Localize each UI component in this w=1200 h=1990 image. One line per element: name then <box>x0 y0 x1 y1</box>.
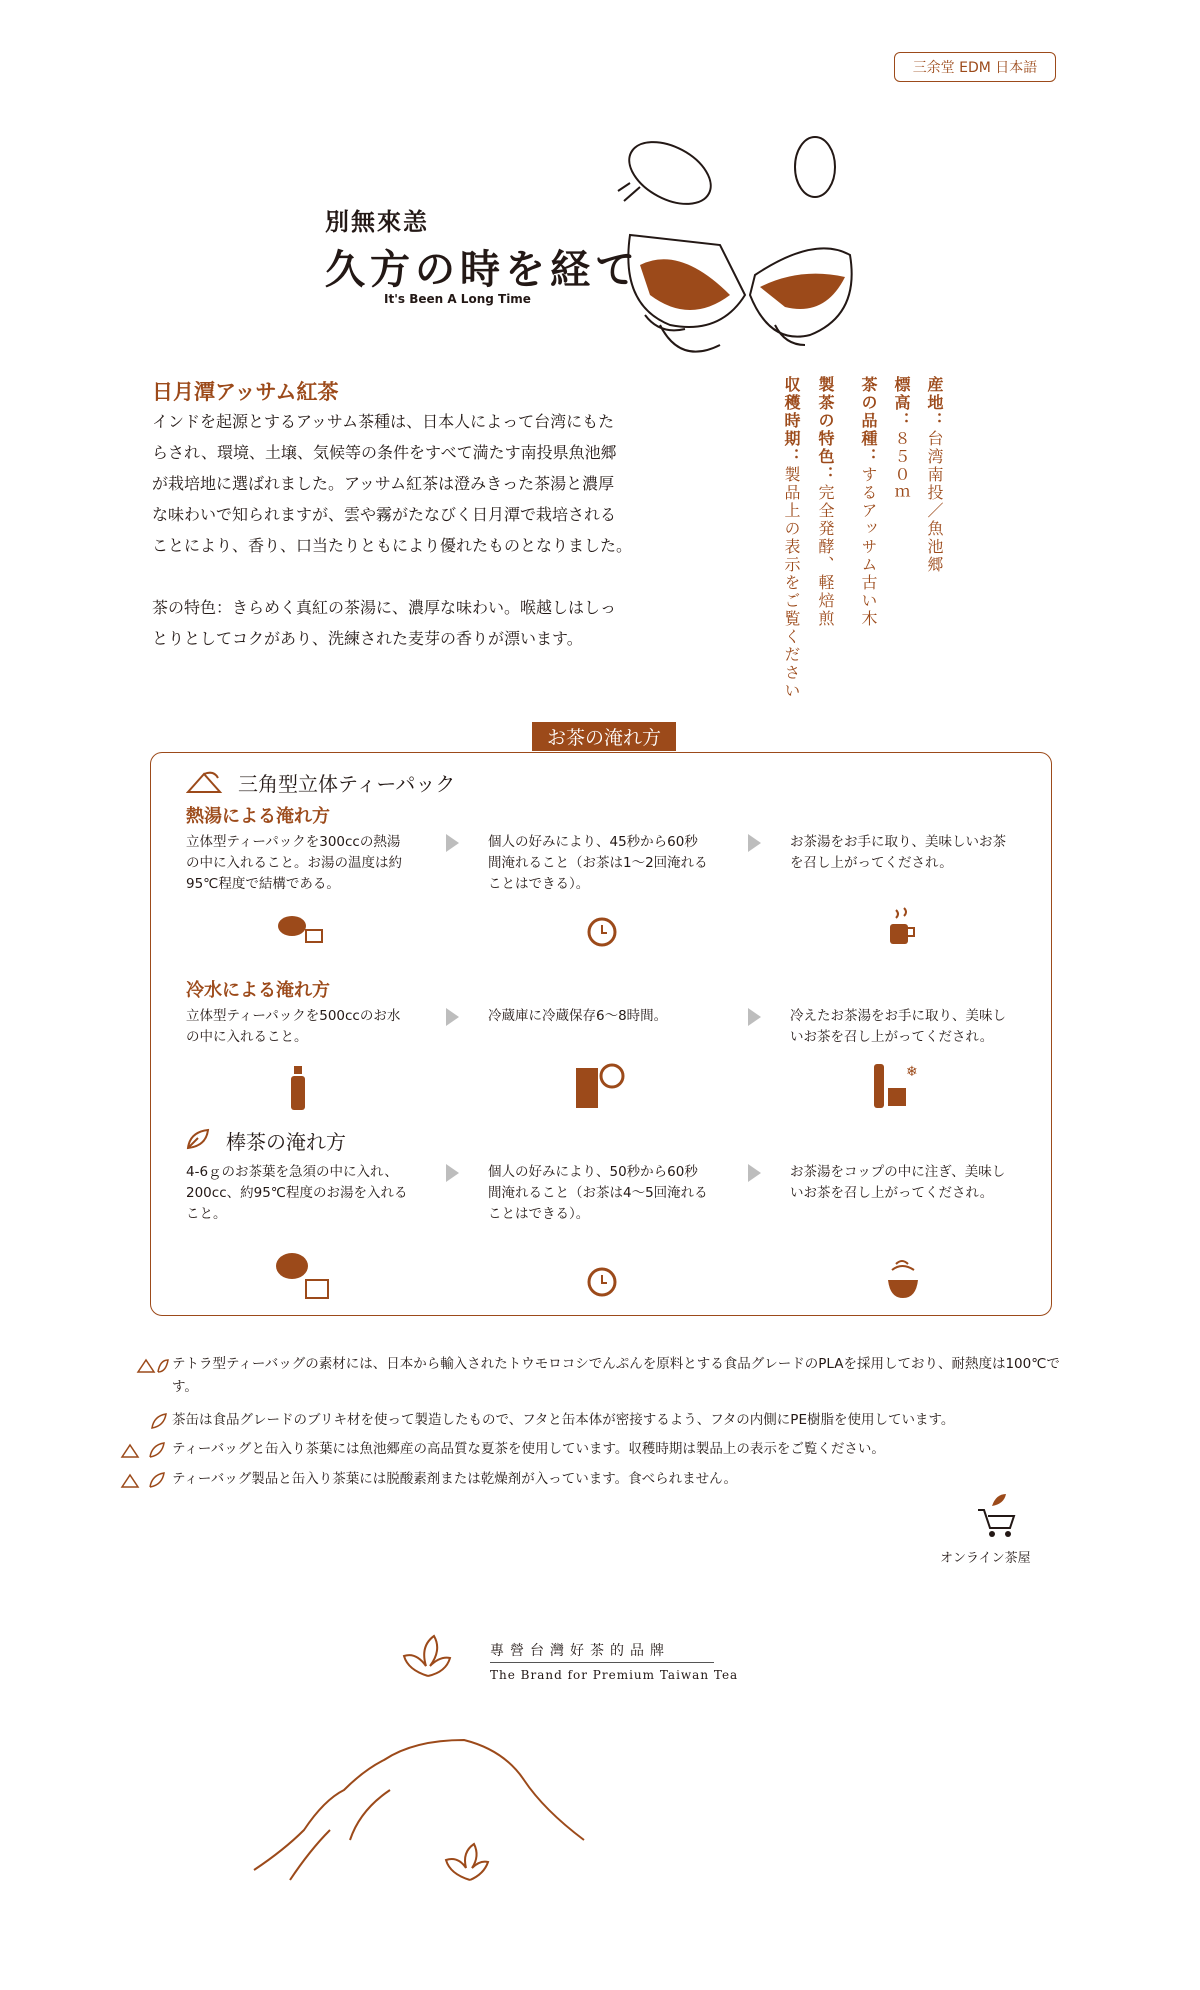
spec-altitude <box>893 376 909 502</box>
intro-line: ことにより、香り、口当たりともにより優れたものとなりました。 <box>152 536 633 555</box>
intro-line: インドを起源とするアッサム茶種は、日本人によって台湾にもた <box>152 412 615 431</box>
spec-harvest <box>783 376 799 700</box>
cart-icon[interactable] <box>976 1492 1018 1538</box>
note-4: ティーバッグ製品と缶入り茶葉には脱酸素剤または乾燥剤が入っています。食べられません。 <box>172 1471 737 1487</box>
leaf-icon <box>150 1412 168 1430</box>
arrow-icon <box>446 834 459 852</box>
arrow-icon <box>748 1008 761 1026</box>
note-1: テトラ型ティーバッグの素材には、日本から輸入されたトウモロコシでんぷんを原料とする食品グレードのPLAを採用しており、耐熱度は100℃です。 <box>172 1356 1060 1395</box>
spec-origin <box>926 376 942 574</box>
loose-step-3: お茶湯をコップの中に注ぎ、美味しいお茶を召し上がってくだされ。 <box>790 1164 1006 1201</box>
intro-line: な味わいで知られますが、雲や霧がたなびく日月潭で栽培される <box>152 505 617 524</box>
intro-line: が栽培地に選ばれました。アッサム紅茶は澄みきった茶湯と濃厚 <box>152 474 615 493</box>
spec-value: 台湾南投／魚池郷 <box>925 430 944 574</box>
svg-text:❄: ❄ <box>906 1064 918 1080</box>
product-intro <box>152 406 672 654</box>
timer-icon <box>586 916 618 948</box>
hot-step-2: 個人の好みにより、45秒から60秒間淹れること（お茶は1〜2回淹れることはできる）。 <box>488 834 708 892</box>
title-chinese: 別無來恙 <box>325 208 429 236</box>
teabag-leaf-icon <box>120 1471 168 1489</box>
spec-variety <box>860 376 876 628</box>
teapot-cup-icon <box>276 906 326 948</box>
divider <box>490 1662 714 1663</box>
leaf-icon <box>186 1128 210 1150</box>
spec-value: するアッサム古い木 <box>859 466 878 628</box>
spec-label: 製茶の特色： <box>816 376 835 484</box>
tea-bowl-icon <box>886 1254 920 1300</box>
timer-icon <box>586 1266 618 1298</box>
kettle-pour-icon <box>272 1244 334 1300</box>
spec-label: 標高： <box>892 376 911 430</box>
hot-step-1: 立体型ティーパックを300ccの熱湯の中に入れること。お湯の温度は約95℃程度で結構である。 <box>186 834 402 892</box>
bottle-icon <box>290 1066 306 1110</box>
spec-value: 完全発酵、軽焙煎 <box>816 484 835 628</box>
intro-line: らされ、環境、土壌、気候等の条件をすべて満たす南投県魚池郷 <box>152 443 617 462</box>
cold-step-2: 冷蔵庫に冷蔵保存6〜8時間。 <box>488 1008 668 1024</box>
title-english: It's Been A Long Time <box>384 292 531 306</box>
arrow-icon <box>748 1164 761 1182</box>
arrow-icon <box>748 834 761 852</box>
cold-method-title: 冷水による淹れ方 <box>186 980 330 1001</box>
teabag-title: 三角型立体ティーパック <box>238 772 456 796</box>
feature-line: 茶の特色：きらめく真紅の茶湯に、濃厚な味わい。喉越しはしっ <box>152 598 617 617</box>
online-shop-link[interactable]: オンライン茶屋 <box>940 1551 1031 1566</box>
hot-method-title: 熱湯による淹れ方 <box>186 806 330 827</box>
brewing-section-title: お茶の淹れ方 <box>532 722 676 751</box>
feature-line: とりとしてコクがあり、洗練された麦芽の香りが漂います。 <box>152 629 583 648</box>
mountain-illustration <box>250 1730 610 1890</box>
page-title: 久方の時を経て <box>325 247 640 293</box>
brand-tagline-en: The Brand for Premium Taiwan Tea <box>490 1668 739 1682</box>
teabag-leaf-icon <box>136 1356 170 1374</box>
teacups-illustration <box>600 125 860 355</box>
teabag-icon <box>186 770 224 794</box>
product-name: 日月潭アッサム紅茶 <box>152 380 339 404</box>
spec-label: 収穫時期： <box>782 376 801 466</box>
spec-label: 茶の品種： <box>859 376 878 466</box>
spec-value: ８５０ｍ <box>892 430 911 502</box>
cold-drink-icon <box>872 1060 920 1110</box>
spec-process <box>817 376 833 628</box>
spec-label: 産地： <box>925 376 944 430</box>
hot-step-3: お茶湯をお手に取り、美味しいお茶を召し上がってくだされ。 <box>790 834 1006 871</box>
note-2: 茶缶は食品グレードのブリキ材を使って製造したもので、フタと缶本体が密接するよう、フタの内側にPE樹脂を使用しています。 <box>172 1412 955 1428</box>
arrow-icon <box>446 1008 459 1026</box>
brand-tagline-jp: 專營台灣好茶的品牌 <box>490 1643 670 1659</box>
cold-step-1: 立体型ティーパックを500ccのお水の中に入れること。 <box>186 1008 401 1045</box>
note-3: ティーバッグと缶入り茶葉には魚池郷産の高品質な夏茶を使用しています。収穫時期は製品上の表示をご覧ください。 <box>172 1441 885 1457</box>
teabag-leaf-icon <box>120 1441 168 1459</box>
loose-step-1: 4-6ｇのお茶葉を急須の中に入れ、200cc、約95℃程度のお湯を入れること。 <box>186 1164 408 1222</box>
fridge-timer-icon <box>574 1062 628 1110</box>
butterfly-logo <box>398 1630 458 1686</box>
hot-cup-icon <box>886 906 920 948</box>
spec-value: 製品上の表示をご覧ください <box>782 466 801 700</box>
cold-step-3: 冷えたお茶湯をお手に取り、美味しいお茶を召し上がってくだされ。 <box>790 1008 1006 1045</box>
language-badge[interactable]: 三余堂 EDM 日本語 <box>894 52 1056 82</box>
loose-step-2: 個人の好みにより、50秒から60秒間淹れること（お茶は4〜5回淹れることはできる）。 <box>488 1164 708 1222</box>
arrow-icon <box>446 1164 459 1182</box>
loose-leaf-title: 棒茶の淹れ方 <box>226 1130 346 1154</box>
